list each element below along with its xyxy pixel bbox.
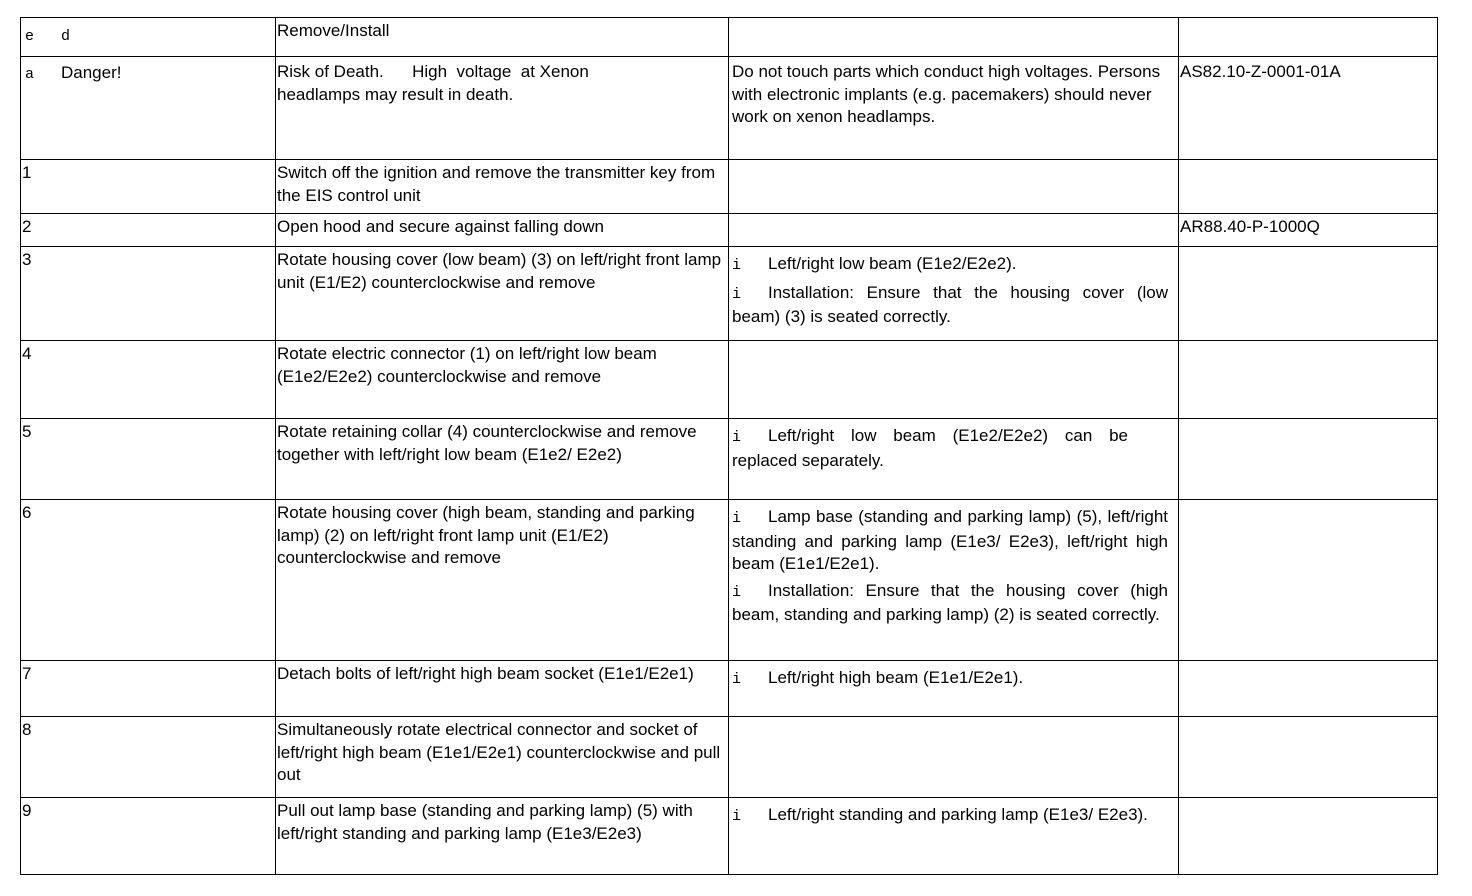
info-icon: i bbox=[732, 510, 742, 527]
danger-warning-icon: a bbox=[25, 66, 35, 83]
step-number-cell bbox=[21, 419, 276, 500]
step-text: Open hood and secure against falling down bbox=[277, 217, 605, 236]
step-number-cell bbox=[21, 798, 276, 875]
step-ref-cell bbox=[1179, 247, 1438, 341]
header-empty-cell-ref bbox=[1179, 18, 1438, 57]
danger-risk-line1: Risk of Death. High voltage at Xenon bbox=[277, 62, 589, 81]
step-note-text: Left/right low beam (E1e2/E2e2) can be replaced separately. bbox=[732, 426, 1128, 470]
step-note bbox=[732, 282, 1168, 329]
step-ref-cell bbox=[1179, 419, 1438, 500]
step-ref-cell bbox=[1179, 798, 1438, 875]
step-note bbox=[732, 425, 1128, 472]
step-ref-cell bbox=[1179, 500, 1438, 661]
step-note bbox=[732, 804, 1168, 829]
danger-reference-cell bbox=[1179, 57, 1438, 160]
step-text: Pull out lamp base (standing and parking lamp) (5) with left/right standing and parking lamp (E1e3/E2e3) bbox=[277, 801, 693, 843]
step-number-cell bbox=[21, 500, 276, 661]
step-note-text: Installation: Ensure that the housing cover (high beam, standing and parking lamp) (2) is seated correctly. bbox=[732, 580, 1168, 624]
step-text: Rotate housing cover (low beam) (3) on left/right front lamp unit (E1/E2) counterclockwise and remove bbox=[277, 250, 722, 292]
step-row-9 bbox=[21, 798, 1438, 875]
step-text-cell bbox=[276, 247, 729, 341]
step-row-4 bbox=[21, 341, 1438, 419]
step-ref-cell bbox=[1179, 160, 1438, 214]
step-number-cell bbox=[21, 717, 276, 798]
step-number-cell bbox=[21, 661, 276, 717]
info-icon: i bbox=[732, 257, 742, 274]
step-notes-cell bbox=[729, 341, 1179, 419]
step-notes-cell bbox=[729, 500, 1179, 661]
procedure-table bbox=[20, 17, 1438, 875]
header-symbols: e d bbox=[25, 28, 71, 45]
step-notes-cell bbox=[729, 419, 1179, 500]
header-symbols-cell bbox=[21, 18, 276, 57]
step-row-6 bbox=[21, 500, 1438, 661]
step-number: 8 bbox=[22, 720, 32, 739]
step-ref-cell bbox=[1179, 341, 1438, 419]
info-icon: i bbox=[732, 583, 742, 601]
step-note-text: Left/right low beam (E1e2/E2e2). bbox=[768, 254, 1017, 273]
danger-note: Do not touch parts which conduct high voltages. Persons with electronic implants (e.g. pacemakers) should never work on xenon headlamps. bbox=[732, 62, 1161, 126]
danger-label: Danger! bbox=[61, 63, 122, 82]
info-icon: i bbox=[732, 285, 742, 303]
step-row-3 bbox=[21, 247, 1438, 341]
step-number: 3 bbox=[22, 250, 32, 269]
step-text: Rotate retaining collar (4) counterclockwise and remove together with left/right low beam (E1e2/ E2e2) bbox=[277, 422, 697, 464]
step-text-cell bbox=[276, 160, 729, 214]
step-row-2 bbox=[21, 214, 1438, 247]
step-text: Detach bolts of left/right high beam socket (E1e1/E2e1) bbox=[277, 664, 694, 683]
step-number-cell bbox=[21, 214, 276, 247]
step-text-cell bbox=[276, 717, 729, 798]
step-text-cell bbox=[276, 419, 729, 500]
header-title-cell bbox=[276, 18, 729, 57]
step-note-text: Lamp base (standing and parking lamp) (5), left/right standing and parking lamp (E1e3/ E2e3), left/right high beam (E1e1/E2e1). bbox=[732, 507, 1168, 573]
step-number-cell bbox=[21, 341, 276, 419]
step-note-text: Left/right high beam (E1e1/E2e1). bbox=[768, 668, 1024, 687]
header-title: Remove/Install bbox=[277, 21, 390, 40]
step-note-text: Installation: Ensure that the housing cover (low beam) (3) is seated correctly. bbox=[732, 282, 1168, 326]
step-text: Switch off the ignition and remove the transmitter key from the EIS control unit bbox=[277, 163, 716, 205]
step-number: 5 bbox=[22, 422, 32, 441]
step-notes-cell bbox=[729, 247, 1179, 341]
step-notes-cell bbox=[729, 717, 1179, 798]
step-number: 6 bbox=[22, 503, 32, 522]
step-note bbox=[732, 253, 1168, 278]
danger-risk-cell bbox=[276, 57, 729, 160]
info-icon: i bbox=[732, 429, 742, 446]
step-text-cell bbox=[276, 661, 729, 717]
step-ref-cell bbox=[1179, 214, 1438, 247]
step-row-7 bbox=[21, 661, 1438, 717]
step-number-cell bbox=[21, 247, 276, 341]
step-ref-cell bbox=[1179, 717, 1438, 798]
step-text-cell bbox=[276, 341, 729, 419]
danger-row bbox=[21, 57, 1438, 160]
step-row-1 bbox=[21, 160, 1438, 214]
step-text: Rotate electric connector (1) on left/right low beam (E1e2/E2e2) counterclockwise and remove bbox=[277, 344, 657, 386]
step-text: Simultaneously rotate electrical connector and socket of left/right high beam (E1e1/E2e1) counterclockwise and pull out bbox=[277, 720, 721, 784]
step-number: 1 bbox=[22, 163, 32, 182]
step-text-cell bbox=[276, 500, 729, 661]
step-note bbox=[732, 667, 1174, 692]
step-reference: AR88.40-P-1000Q bbox=[1180, 217, 1320, 236]
danger-symbol-cell bbox=[21, 57, 276, 160]
step-number: 4 bbox=[22, 344, 32, 363]
header-row bbox=[21, 18, 1438, 57]
step-text-cell bbox=[276, 798, 729, 875]
danger-note-cell bbox=[729, 57, 1179, 160]
step-note-text: Left/right standing and parking lamp (E1e3/ E2e3). bbox=[768, 805, 1148, 824]
info-icon: i bbox=[732, 671, 742, 688]
step-notes-cell bbox=[729, 214, 1179, 247]
step-row-8 bbox=[21, 717, 1438, 798]
danger-risk-line2: headlamps may result in death. bbox=[277, 84, 514, 104]
step-number: 7 bbox=[22, 664, 32, 683]
header-empty-cell bbox=[729, 18, 1179, 57]
step-note bbox=[732, 506, 1168, 576]
step-text: Rotate housing cover (high beam, standing and parking lamp) (2) on left/right front lamp unit (E1/E2) counterclockwise and remove bbox=[277, 503, 695, 567]
step-row-5 bbox=[21, 419, 1438, 500]
step-text-cell bbox=[276, 214, 729, 247]
step-number-cell bbox=[21, 160, 276, 214]
info-icon: i bbox=[732, 808, 742, 825]
step-note bbox=[732, 580, 1168, 627]
step-notes-cell bbox=[729, 160, 1179, 214]
step-notes-cell bbox=[729, 798, 1179, 875]
step-number: 9 bbox=[22, 801, 32, 820]
step-notes-cell bbox=[729, 661, 1179, 717]
step-ref-cell bbox=[1179, 661, 1438, 717]
danger-reference: AS82.10-Z-0001-01A bbox=[1180, 62, 1341, 81]
step-number: 2 bbox=[22, 217, 32, 236]
